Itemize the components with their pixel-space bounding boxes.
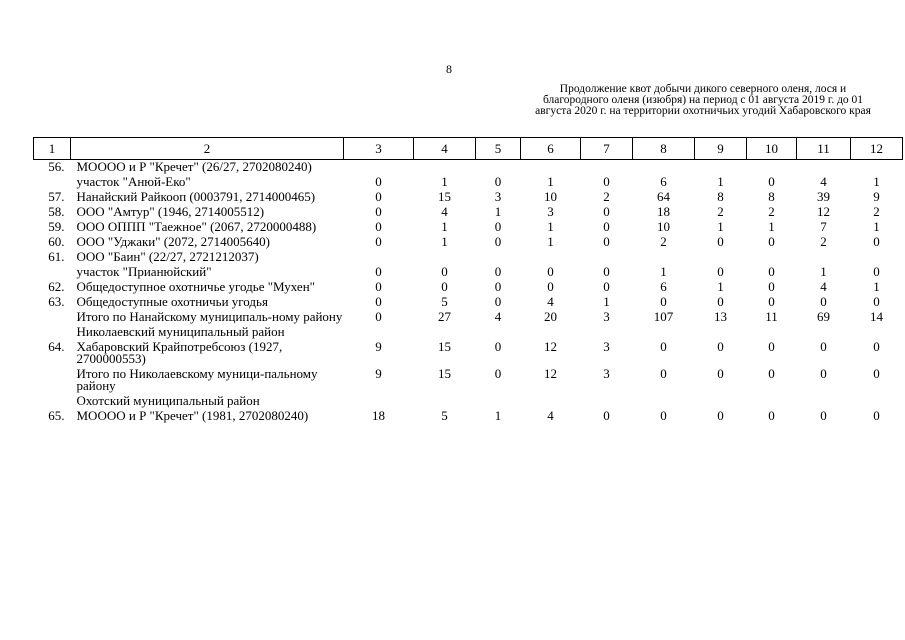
row-value: 27 <box>438 309 451 324</box>
row-value: 4 <box>547 408 554 423</box>
table-row <box>34 310 903 325</box>
table-row <box>34 340 903 367</box>
row-value <box>414 394 476 409</box>
row-value: 0 <box>873 264 880 279</box>
row-value <box>476 325 521 340</box>
column-header: 9 <box>695 138 747 160</box>
row-value <box>581 394 633 409</box>
row-number <box>34 175 71 190</box>
row-name: Итого по Николаевскому муници-пальному району <box>76 366 318 393</box>
row-value: 0 <box>603 234 610 249</box>
header-row <box>34 138 903 160</box>
row-name: Хабаровский Крайпотребсоюз (1927, 2700000553) <box>76 339 283 366</box>
row-value: 0 <box>494 174 502 189</box>
table-row <box>34 265 903 280</box>
quota-table <box>33 137 903 424</box>
row-value: 3 <box>603 309 610 324</box>
row-value <box>476 160 521 176</box>
row-value: 4 <box>820 279 827 294</box>
row-value: 0 <box>717 294 724 309</box>
row-value: 2 <box>660 234 667 249</box>
row-value <box>521 394 581 409</box>
row-number: 59. <box>48 219 65 234</box>
row-value: 1 <box>873 174 880 189</box>
row-value: 1 <box>441 174 448 189</box>
table-row <box>34 190 903 205</box>
row-name: ООО "Баин" (22/27, 2721212037) <box>76 249 259 264</box>
row-value: 64 <box>657 189 670 204</box>
row-value: 5 <box>441 294 448 309</box>
row-value: 12 <box>817 204 830 219</box>
row-number: 60. <box>48 234 65 249</box>
row-value: 9 <box>375 366 382 381</box>
row-value: 0 <box>375 204 382 219</box>
row-value: 0 <box>768 234 775 249</box>
row-value: 8 <box>768 189 775 204</box>
row-value: 0 <box>494 234 502 249</box>
row-number <box>34 265 71 280</box>
row-value: 69 <box>817 309 830 324</box>
row-value: 1 <box>717 174 724 189</box>
column-header: 2 <box>71 138 344 160</box>
row-value: 14 <box>870 309 883 324</box>
row-name: Николаевский муниципальный район <box>76 324 285 339</box>
row-name: участок "Анюй-Еко" <box>76 174 191 189</box>
row-name: ООО "Амтур" (1946, 2714005512) <box>76 204 265 219</box>
column-header: 10 <box>747 138 797 160</box>
row-value: 0 <box>375 174 382 189</box>
row-value: 0 <box>873 339 880 354</box>
row-value: 2 <box>768 204 775 219</box>
row-value <box>581 325 633 340</box>
row-value: 4 <box>547 294 554 309</box>
row-value: 1 <box>494 204 502 219</box>
row-value: 18 <box>372 408 385 423</box>
row-value: 2 <box>717 204 724 219</box>
row-value: 9 <box>873 189 880 204</box>
row-value: 0 <box>375 309 382 324</box>
row-value: 4 <box>494 309 502 324</box>
table-row <box>34 280 903 295</box>
row-value: 3 <box>603 366 610 381</box>
row-number: 65. <box>48 408 65 423</box>
row-value: 0 <box>768 408 775 423</box>
column-header: 11 <box>797 138 851 160</box>
row-value: 0 <box>820 408 827 423</box>
row-value: 0 <box>375 234 382 249</box>
row-value <box>476 394 521 409</box>
row-number: 62. <box>48 279 65 294</box>
row-name: МОООО и Р "Кречет" (1981, 2702080240) <box>76 408 309 423</box>
row-value <box>747 394 797 409</box>
row-value: 0 <box>660 339 667 354</box>
row-value: 7 <box>820 219 827 234</box>
row-name: участок "Прианюйский" <box>76 264 212 279</box>
page-number: 8 <box>446 62 452 76</box>
row-value: 0 <box>660 366 667 381</box>
table-row <box>34 367 903 394</box>
table-row <box>34 175 903 190</box>
row-value: 0 <box>660 294 667 309</box>
column-header: 6 <box>521 138 581 160</box>
row-value: 39 <box>817 189 830 204</box>
table-row <box>34 160 903 176</box>
table-row <box>34 295 903 310</box>
row-value: 0 <box>820 294 827 309</box>
row-value: 15 <box>438 189 451 204</box>
table-row <box>34 394 903 409</box>
row-number: 58. <box>48 204 65 219</box>
table-row <box>34 250 903 265</box>
column-header: 5 <box>476 138 521 160</box>
row-value: 10 <box>544 189 557 204</box>
row-value: 0 <box>717 339 724 354</box>
row-value: 0 <box>375 294 382 309</box>
column-header: 3 <box>344 138 414 160</box>
row-value <box>851 160 903 176</box>
row-value <box>695 250 747 265</box>
row-value <box>476 250 521 265</box>
row-number: 57. <box>48 189 65 204</box>
row-value: 18 <box>657 204 670 219</box>
table-caption: Продолжение квот добычи дикого северного оленя, лося и благородного оленя (изюбря) на период с 01 августа 2019 г. до 01 августа 2020 г. на территории охотничьих угодий Хабаровского края <box>535 83 871 117</box>
row-value <box>797 160 851 176</box>
row-value: 0 <box>717 366 724 381</box>
row-value: 1 <box>873 279 880 294</box>
column-header: 8 <box>633 138 695 160</box>
row-value: 1 <box>717 219 724 234</box>
row-value <box>344 160 414 176</box>
row-value <box>695 160 747 176</box>
row-value: 11 <box>765 309 778 324</box>
row-value: 1 <box>494 408 502 423</box>
row-value: 0 <box>494 366 502 381</box>
row-number <box>34 325 71 340</box>
row-value: 5 <box>441 408 448 423</box>
row-value: 0 <box>873 366 880 381</box>
row-value: 0 <box>768 294 775 309</box>
row-value: 0 <box>441 264 448 279</box>
row-value: 0 <box>494 279 502 294</box>
row-value: 0 <box>768 264 775 279</box>
row-number <box>34 394 71 409</box>
row-value: 0 <box>547 279 554 294</box>
row-name: Общедоступное охотничье угодье "Мухен" <box>76 279 315 294</box>
row-value: 0 <box>820 366 827 381</box>
row-value: 3 <box>603 339 610 354</box>
column-header: 4 <box>414 138 476 160</box>
table-row <box>34 409 903 424</box>
row-value: 0 <box>768 174 775 189</box>
row-value <box>797 250 851 265</box>
row-value: 15 <box>438 366 451 381</box>
row-value <box>797 325 851 340</box>
row-value: 0 <box>494 264 502 279</box>
row-value: 2 <box>820 234 827 249</box>
table-row <box>34 220 903 235</box>
row-value: 0 <box>820 339 827 354</box>
row-value <box>851 394 903 409</box>
row-value: 0 <box>717 264 724 279</box>
row-value: 0 <box>603 279 610 294</box>
row-value: 8 <box>717 189 724 204</box>
row-value: 1 <box>820 264 827 279</box>
row-number: 64. <box>48 339 65 354</box>
row-value: 0 <box>375 264 382 279</box>
row-value: 0 <box>873 234 880 249</box>
row-value <box>414 325 476 340</box>
column-header: 7 <box>581 138 633 160</box>
row-number: 63. <box>48 294 65 309</box>
row-value: 0 <box>717 408 724 423</box>
row-value: 0 <box>768 279 775 294</box>
row-value <box>581 250 633 265</box>
row-value: 2 <box>873 204 880 219</box>
row-value: 0 <box>768 339 775 354</box>
row-value: 20 <box>544 309 557 324</box>
row-value: 107 <box>653 309 674 324</box>
row-value: 10 <box>657 219 670 234</box>
column-header: 12 <box>851 138 903 160</box>
row-value: 1 <box>441 234 448 249</box>
row-value: 1 <box>660 264 667 279</box>
row-value <box>633 394 695 409</box>
row-value: 3 <box>494 189 502 204</box>
row-value: 1 <box>768 219 775 234</box>
row-name: ООО ОППП "Таежное" (2067, 2720000488) <box>76 219 317 234</box>
row-value: 0 <box>375 189 382 204</box>
row-value: 3 <box>547 204 554 219</box>
row-value: 0 <box>873 408 880 423</box>
row-name: ООО "Уджаки" (2072, 2714005640) <box>76 234 270 249</box>
table-row <box>34 205 903 220</box>
row-value: 0 <box>375 219 382 234</box>
table-body <box>34 160 903 425</box>
row-value: 6 <box>660 279 667 294</box>
table-row <box>34 325 903 340</box>
row-value: 0 <box>441 279 448 294</box>
row-value <box>747 250 797 265</box>
row-value <box>521 160 581 176</box>
row-value: 0 <box>603 264 610 279</box>
column-header: 1 <box>34 138 71 160</box>
row-value <box>851 250 903 265</box>
row-value: 0 <box>873 294 880 309</box>
row-value <box>695 325 747 340</box>
row-name: Итого по Нанайскому муниципаль-ному району <box>76 309 343 324</box>
row-value: 0 <box>603 408 610 423</box>
row-value <box>344 394 414 409</box>
row-value <box>633 250 695 265</box>
row-value: 0 <box>603 174 610 189</box>
row-value: 1 <box>603 294 610 309</box>
row-value: 0 <box>494 339 502 354</box>
row-value: 4 <box>820 174 827 189</box>
row-value: 2 <box>603 189 610 204</box>
row-value: 0 <box>375 279 382 294</box>
row-value <box>695 394 747 409</box>
row-value: 1 <box>873 219 880 234</box>
row-name: Охотский муниципальный район <box>76 393 260 408</box>
row-value: 0 <box>603 204 610 219</box>
row-value: 1 <box>441 219 448 234</box>
row-value <box>747 325 797 340</box>
row-value <box>633 160 695 176</box>
row-value <box>344 325 414 340</box>
row-value <box>521 325 581 340</box>
row-value: 12 <box>544 366 557 381</box>
row-value: 15 <box>438 339 451 354</box>
row-value: 1 <box>547 234 554 249</box>
row-value: 0 <box>494 219 502 234</box>
row-number: 61. <box>48 249 65 264</box>
row-name: Общедоступные охотничьи угодья <box>76 294 268 309</box>
row-name: МООOO и Р "Кречет" (26/27, 2702080240) <box>76 159 312 174</box>
row-value: 9 <box>375 339 382 354</box>
row-value <box>581 160 633 176</box>
row-value: 0 <box>717 234 724 249</box>
row-value: 0 <box>660 408 667 423</box>
row-value <box>633 325 695 340</box>
row-number <box>34 367 71 394</box>
row-value: 12 <box>544 339 557 354</box>
table-row <box>34 235 903 250</box>
row-value: 1 <box>547 219 554 234</box>
row-value: 0 <box>494 294 502 309</box>
row-value <box>414 160 476 176</box>
row-value: 1 <box>547 174 554 189</box>
row-value: 0 <box>768 366 775 381</box>
row-value: 4 <box>441 204 448 219</box>
row-value <box>521 250 581 265</box>
row-value <box>851 325 903 340</box>
row-name: Нанайский Райкооп (0003791, 2714000465) <box>76 189 316 204</box>
row-value: 13 <box>714 309 727 324</box>
row-value: 6 <box>660 174 667 189</box>
row-value <box>797 394 851 409</box>
row-value <box>414 250 476 265</box>
row-value: 0 <box>547 264 554 279</box>
row-number: 56. <box>48 159 65 174</box>
row-value <box>344 250 414 265</box>
row-value: 0 <box>603 219 610 234</box>
row-value <box>747 160 797 176</box>
row-value: 1 <box>717 279 724 294</box>
row-number <box>34 310 71 325</box>
